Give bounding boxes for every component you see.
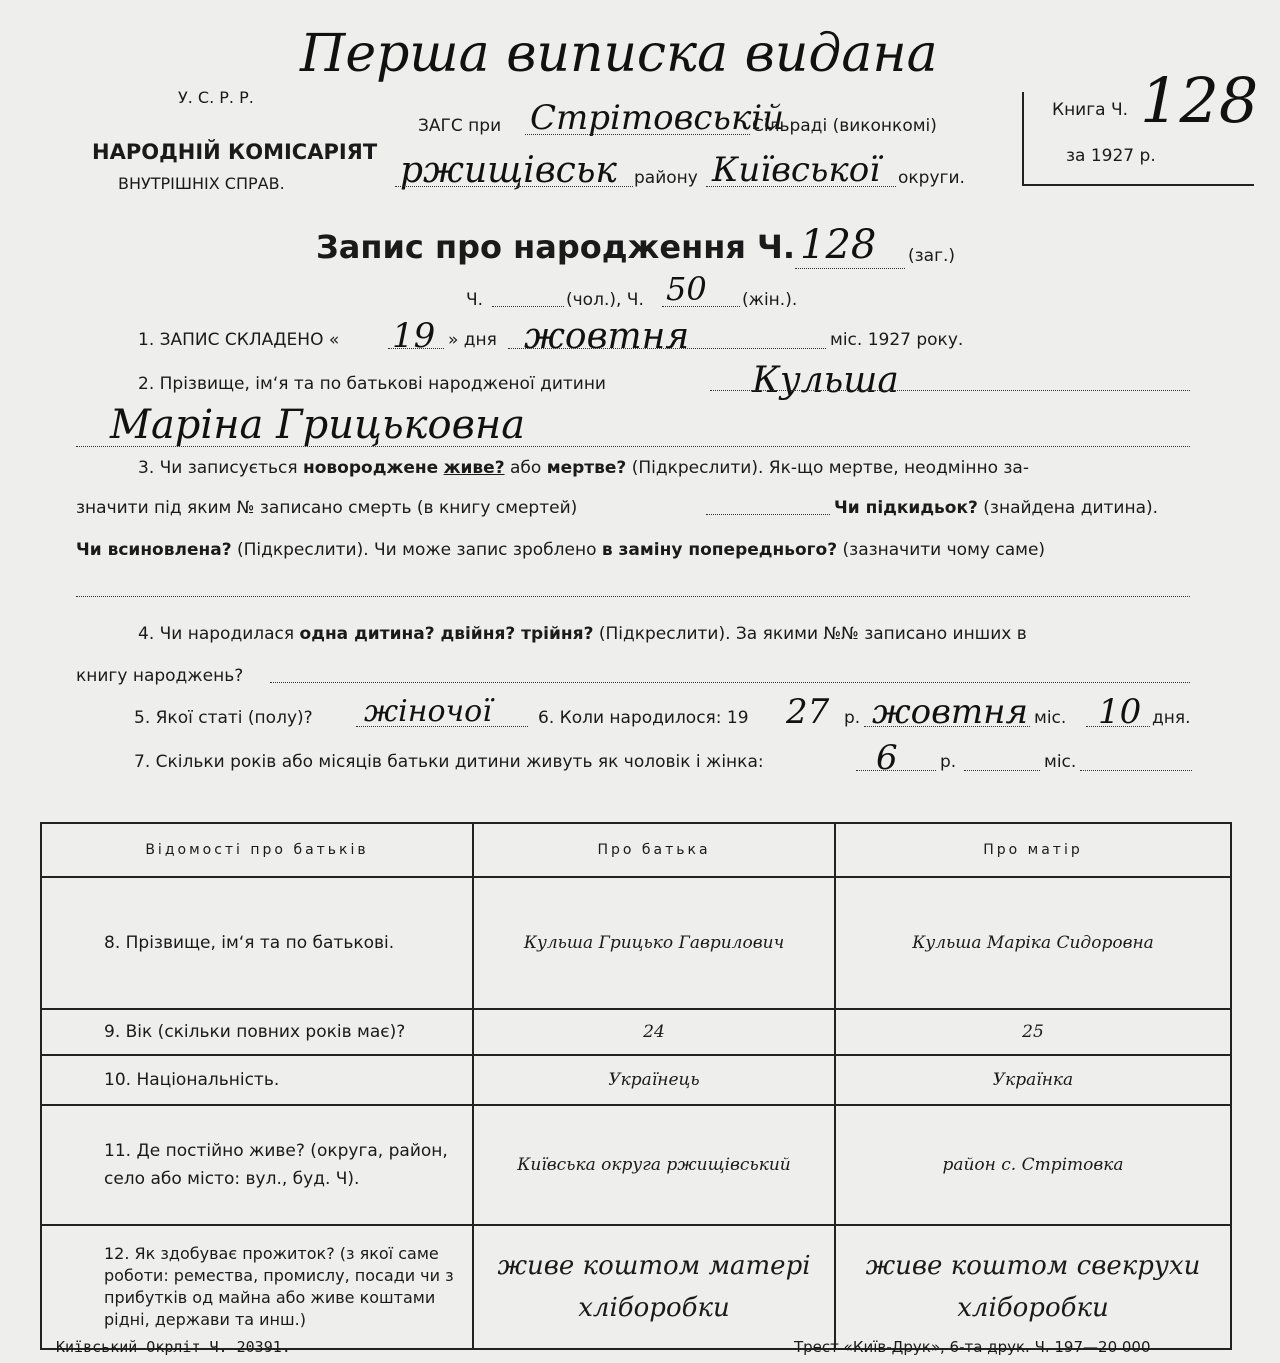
row11-mother: район с. Стрітовка <box>835 1105 1231 1225</box>
header-info: Відомості про батьків <box>41 823 473 877</box>
table-row <box>41 1105 1231 1225</box>
q3-l1e: мертве? <box>546 458 627 478</box>
okruga-label: округи. <box>898 168 965 188</box>
row11-father: Київська округа ржищівський <box>473 1105 835 1225</box>
zags-prefix: ЗАГС при <box>418 116 502 136</box>
dept-label: ВНУТРІШНІХ СПРАВ. <box>118 174 285 193</box>
commissariat-label: НАРОДНІЙ КОМІСАРІЯТ <box>92 140 378 164</box>
q3-l1a: 3. Чи записується <box>138 458 298 478</box>
record-title: Запис про народження Ч. <box>316 228 796 266</box>
q4-line2: книгу народжень? <box>76 666 244 686</box>
row8-mother: Кульша Маріка Сидоровна <box>835 877 1231 1009</box>
row8-label: 8. Прізвище, ім‘я та по батькові. <box>41 877 473 1009</box>
q3-line3 <box>76 540 1045 560</box>
chol-label: (чол.), Ч. <box>566 290 644 310</box>
row10-label: 10. Національність. <box>41 1055 473 1105</box>
ch1-label: Ч. <box>466 290 484 310</box>
q6-year-hw: 27 <box>786 692 830 732</box>
header-father: Про батька <box>473 823 835 877</box>
row12-mother: живе коштом свекрухи хліборобки <box>835 1225 1231 1349</box>
table-header-row <box>41 823 1231 877</box>
q6-month-hw: жовтня <box>872 692 1029 732</box>
row12-label: 12. Як здобуває прожиток? (з якої саме роботи: ремества, промислу, посади чи з прибутків од майна або живе коштами рідні, держави та инш.) <box>41 1225 473 1349</box>
q1-end: міс. 1927 року. <box>830 330 964 350</box>
book-year: за 1927 р. <box>1066 146 1156 166</box>
table-row <box>41 877 1231 1009</box>
q1-mid: » дня <box>448 330 497 350</box>
parents-table <box>40 822 1232 1350</box>
q3-l3b: (Підкреслити). Чи може запис зроблено <box>236 540 597 560</box>
q5-sex-hw: жіночої <box>364 694 492 729</box>
q3-l1b: новороджене <box>303 458 439 478</box>
footer-right: Трест «Київ-Друк», 6-та друк. Ч. 197—20 000 <box>794 1338 1151 1356</box>
q3-l1f: (Підкреслити). Як-що мертве, неодмінно за- <box>631 458 1029 478</box>
q7-years-hw: 6 <box>876 738 898 778</box>
q3-l3d: (зазначити чому саме) <box>842 540 1046 560</box>
okruga-hw: Київської <box>712 150 881 190</box>
village-hw: Стрітовській <box>530 98 785 138</box>
state-label: У. С. Р. Р. <box>178 88 254 107</box>
zag-label: (заг.) <box>908 246 956 266</box>
q4-l1c: (Підкреслити). За якими №№ записано инших в <box>598 624 1027 644</box>
q3-l2c: (знайдена дитина). <box>983 498 1159 518</box>
q1-label: 1. ЗАПИС СКЛАДЕНО « <box>138 330 340 350</box>
q7-label: 7. Скільки років або місяців батьки дитини живуть як чоловік і жінка: <box>134 752 764 772</box>
q3-line2b <box>834 498 1158 518</box>
footer-left: Київський Окрліт Ч. 20391. <box>56 1338 291 1356</box>
q6-day-hw: 10 <box>1098 692 1142 732</box>
row12-father: живе коштом матері хліборобки <box>473 1225 835 1349</box>
q1-month-hw: жовтня <box>524 316 690 357</box>
record-number-hw: 128 <box>800 222 877 268</box>
district-hw: ржищівськ <box>400 150 617 191</box>
q2-surname-hw: Кульша <box>752 360 899 401</box>
zags-suffix: Сільраді (виконкомі) <box>752 116 937 136</box>
q6-label: 6. Коли народилося: 19 <box>538 708 749 728</box>
row9-label: 9. Вік (скільки повних років має)? <box>41 1009 473 1055</box>
table-row <box>41 1225 1231 1349</box>
q6-mis: міс. <box>1034 708 1067 728</box>
row10-mother: Українка <box>835 1055 1231 1105</box>
q7-mis: міс. <box>1044 752 1077 772</box>
q3-l2b: Чи підкидьок? <box>834 498 978 518</box>
row9-father: 24 <box>473 1009 835 1055</box>
q3-l3c: в заміну попереднього? <box>601 540 838 560</box>
q6-r: р. <box>844 708 861 728</box>
q4-l1a: 4. Чи народилася <box>138 624 295 644</box>
q2-label: 2. Прізвище, ім‘я та по батькові народженої дитини <box>138 374 606 394</box>
q5-label: 5. Якої статі (полу)? <box>134 708 313 728</box>
q3-line1 <box>138 458 1029 478</box>
book-label: Книга Ч. <box>1052 100 1129 120</box>
q3-l3a: Чи всиновлена? <box>76 540 232 560</box>
zhin-label: (жін.). <box>742 290 798 310</box>
q3-l1d: або <box>509 458 542 478</box>
book-number-hw: 128 <box>1140 64 1259 137</box>
q6-dnya: дня. <box>1152 708 1191 728</box>
district-label: району <box>634 168 698 188</box>
q2-name-hw: Маріна Грицьковна <box>110 402 526 448</box>
row10-father: Українець <box>473 1055 835 1105</box>
header-mother: Про матір <box>835 823 1231 877</box>
q7-r: р. <box>940 752 957 772</box>
row8-father: Кульша Грицько Гаврилович <box>473 877 835 1009</box>
row11-label: 11. Де постійно живе? (округа, район, село або місто: вул., буд. Ч). <box>41 1105 473 1225</box>
row9-mother: 25 <box>835 1009 1231 1055</box>
q3-l1c: живе? <box>443 458 505 478</box>
q4-l1b: одна дитина? двійня? трійня? <box>299 624 594 644</box>
q1-day-hw: 19 <box>392 316 436 356</box>
table-row <box>41 1055 1231 1105</box>
zhin-number-hw: 50 <box>666 270 707 308</box>
q4-line1 <box>138 624 1027 644</box>
table-row <box>41 1009 1231 1055</box>
q3-line2a: значити під яким № записано смерть (в книгу смертей) <box>76 498 578 518</box>
handwritten-top-note: Перша виписка видана <box>300 24 938 84</box>
